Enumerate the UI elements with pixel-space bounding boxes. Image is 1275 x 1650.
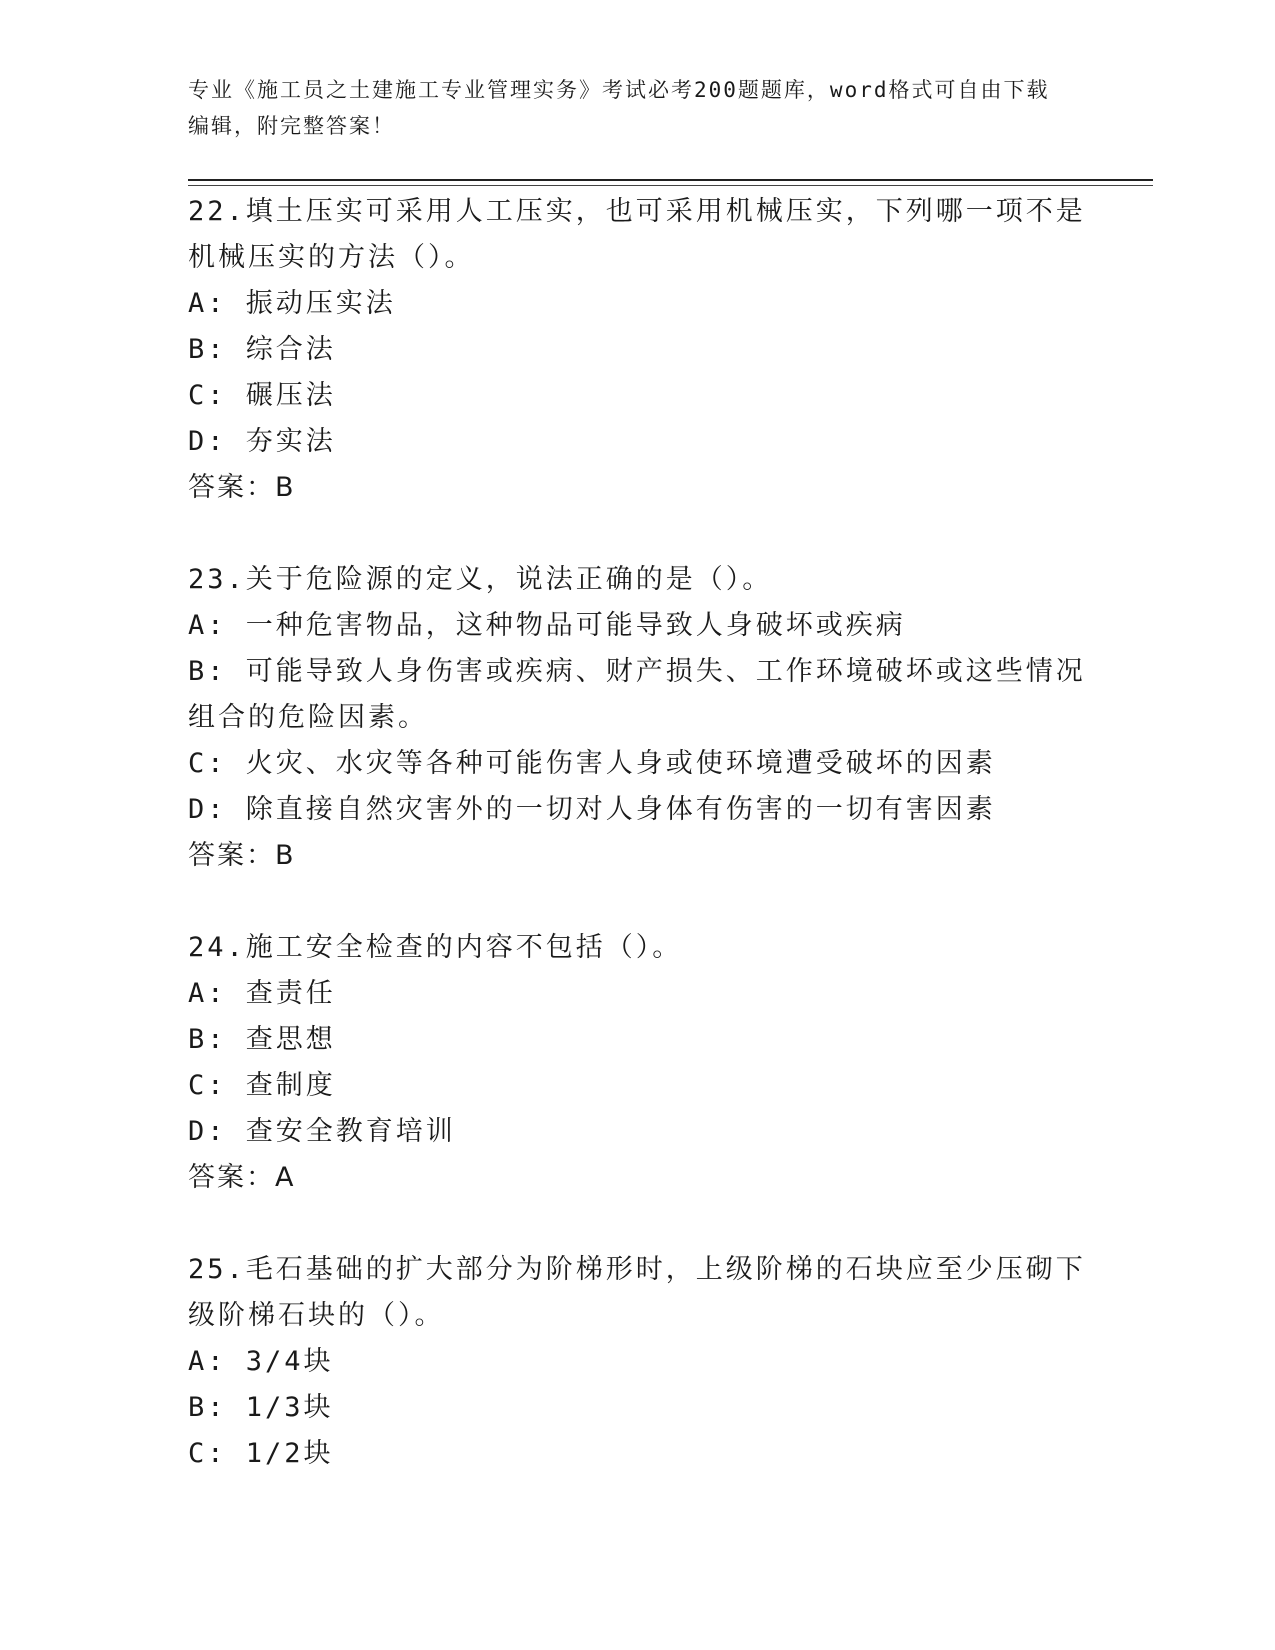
answer-line: 答案：B (188, 840, 296, 871)
option-d: D: 除直接自然灾害外的一切对人身体有伤害的一切有害因素 (188, 794, 996, 825)
question-list (188, 189, 1088, 1477)
option-b: B: 查思想 (188, 1024, 336, 1055)
question-text: 24.施工安全检查的内容不包括（）。 (188, 932, 683, 963)
header-divider-thick (188, 179, 1153, 181)
option-a: A: 振动压实法 (188, 288, 396, 319)
question-24 (188, 925, 1088, 1201)
option-a: A: 查责任 (188, 978, 336, 1009)
option-c: C: 1/2块 (188, 1438, 334, 1469)
option-a: A: 一种危害物品，这种物品可能导致人身破坏或疾病 (188, 610, 906, 641)
question-25 (188, 1247, 1088, 1477)
question-23 (188, 557, 1088, 879)
question-text: 23.关于危险源的定义，说法正确的是（）。 (188, 564, 773, 595)
option-c: C: 碾压法 (188, 380, 336, 411)
document-header: 专业《施工员之土建施工专业管理实务》考试必考200题题库，word格式可自由下载编辑，附完整答案！ (188, 78, 1050, 138)
question-22 (188, 189, 1088, 511)
question-spacer (188, 879, 1088, 925)
option-a: A: 3/4块 (188, 1346, 334, 1377)
option-d: D: 查安全教育培训 (188, 1116, 456, 1147)
question-spacer (188, 511, 1088, 557)
answer-line: 答案：B (188, 472, 296, 503)
question-text: 25.毛石基础的扩大部分为阶梯形时，上级阶梯的石块应至少压砌下级阶梯石块的（）。 (188, 1254, 1086, 1331)
option-c: C: 查制度 (188, 1070, 336, 1101)
option-c: C: 火灾、水灾等各种可能伤害人身或使环境遭受破坏的因素 (188, 748, 996, 779)
question-spacer (188, 1201, 1088, 1247)
option-b: B: 综合法 (188, 334, 336, 365)
option-d: D: 夯实法 (188, 426, 336, 457)
option-b: B: 1/3块 (188, 1392, 334, 1423)
header-divider-thin (188, 185, 1153, 186)
answer-line: 答案：A (188, 1162, 296, 1193)
question-text: 22.填土压实可采用人工压实，也可采用机械压实，下列哪一项不是机械压实的方法（）。 (188, 196, 1086, 273)
option-b: B: 可能导致人身伤害或疾病、财产损失、工作环境破坏或这些情况组合的危险因素。 (188, 656, 1086, 733)
